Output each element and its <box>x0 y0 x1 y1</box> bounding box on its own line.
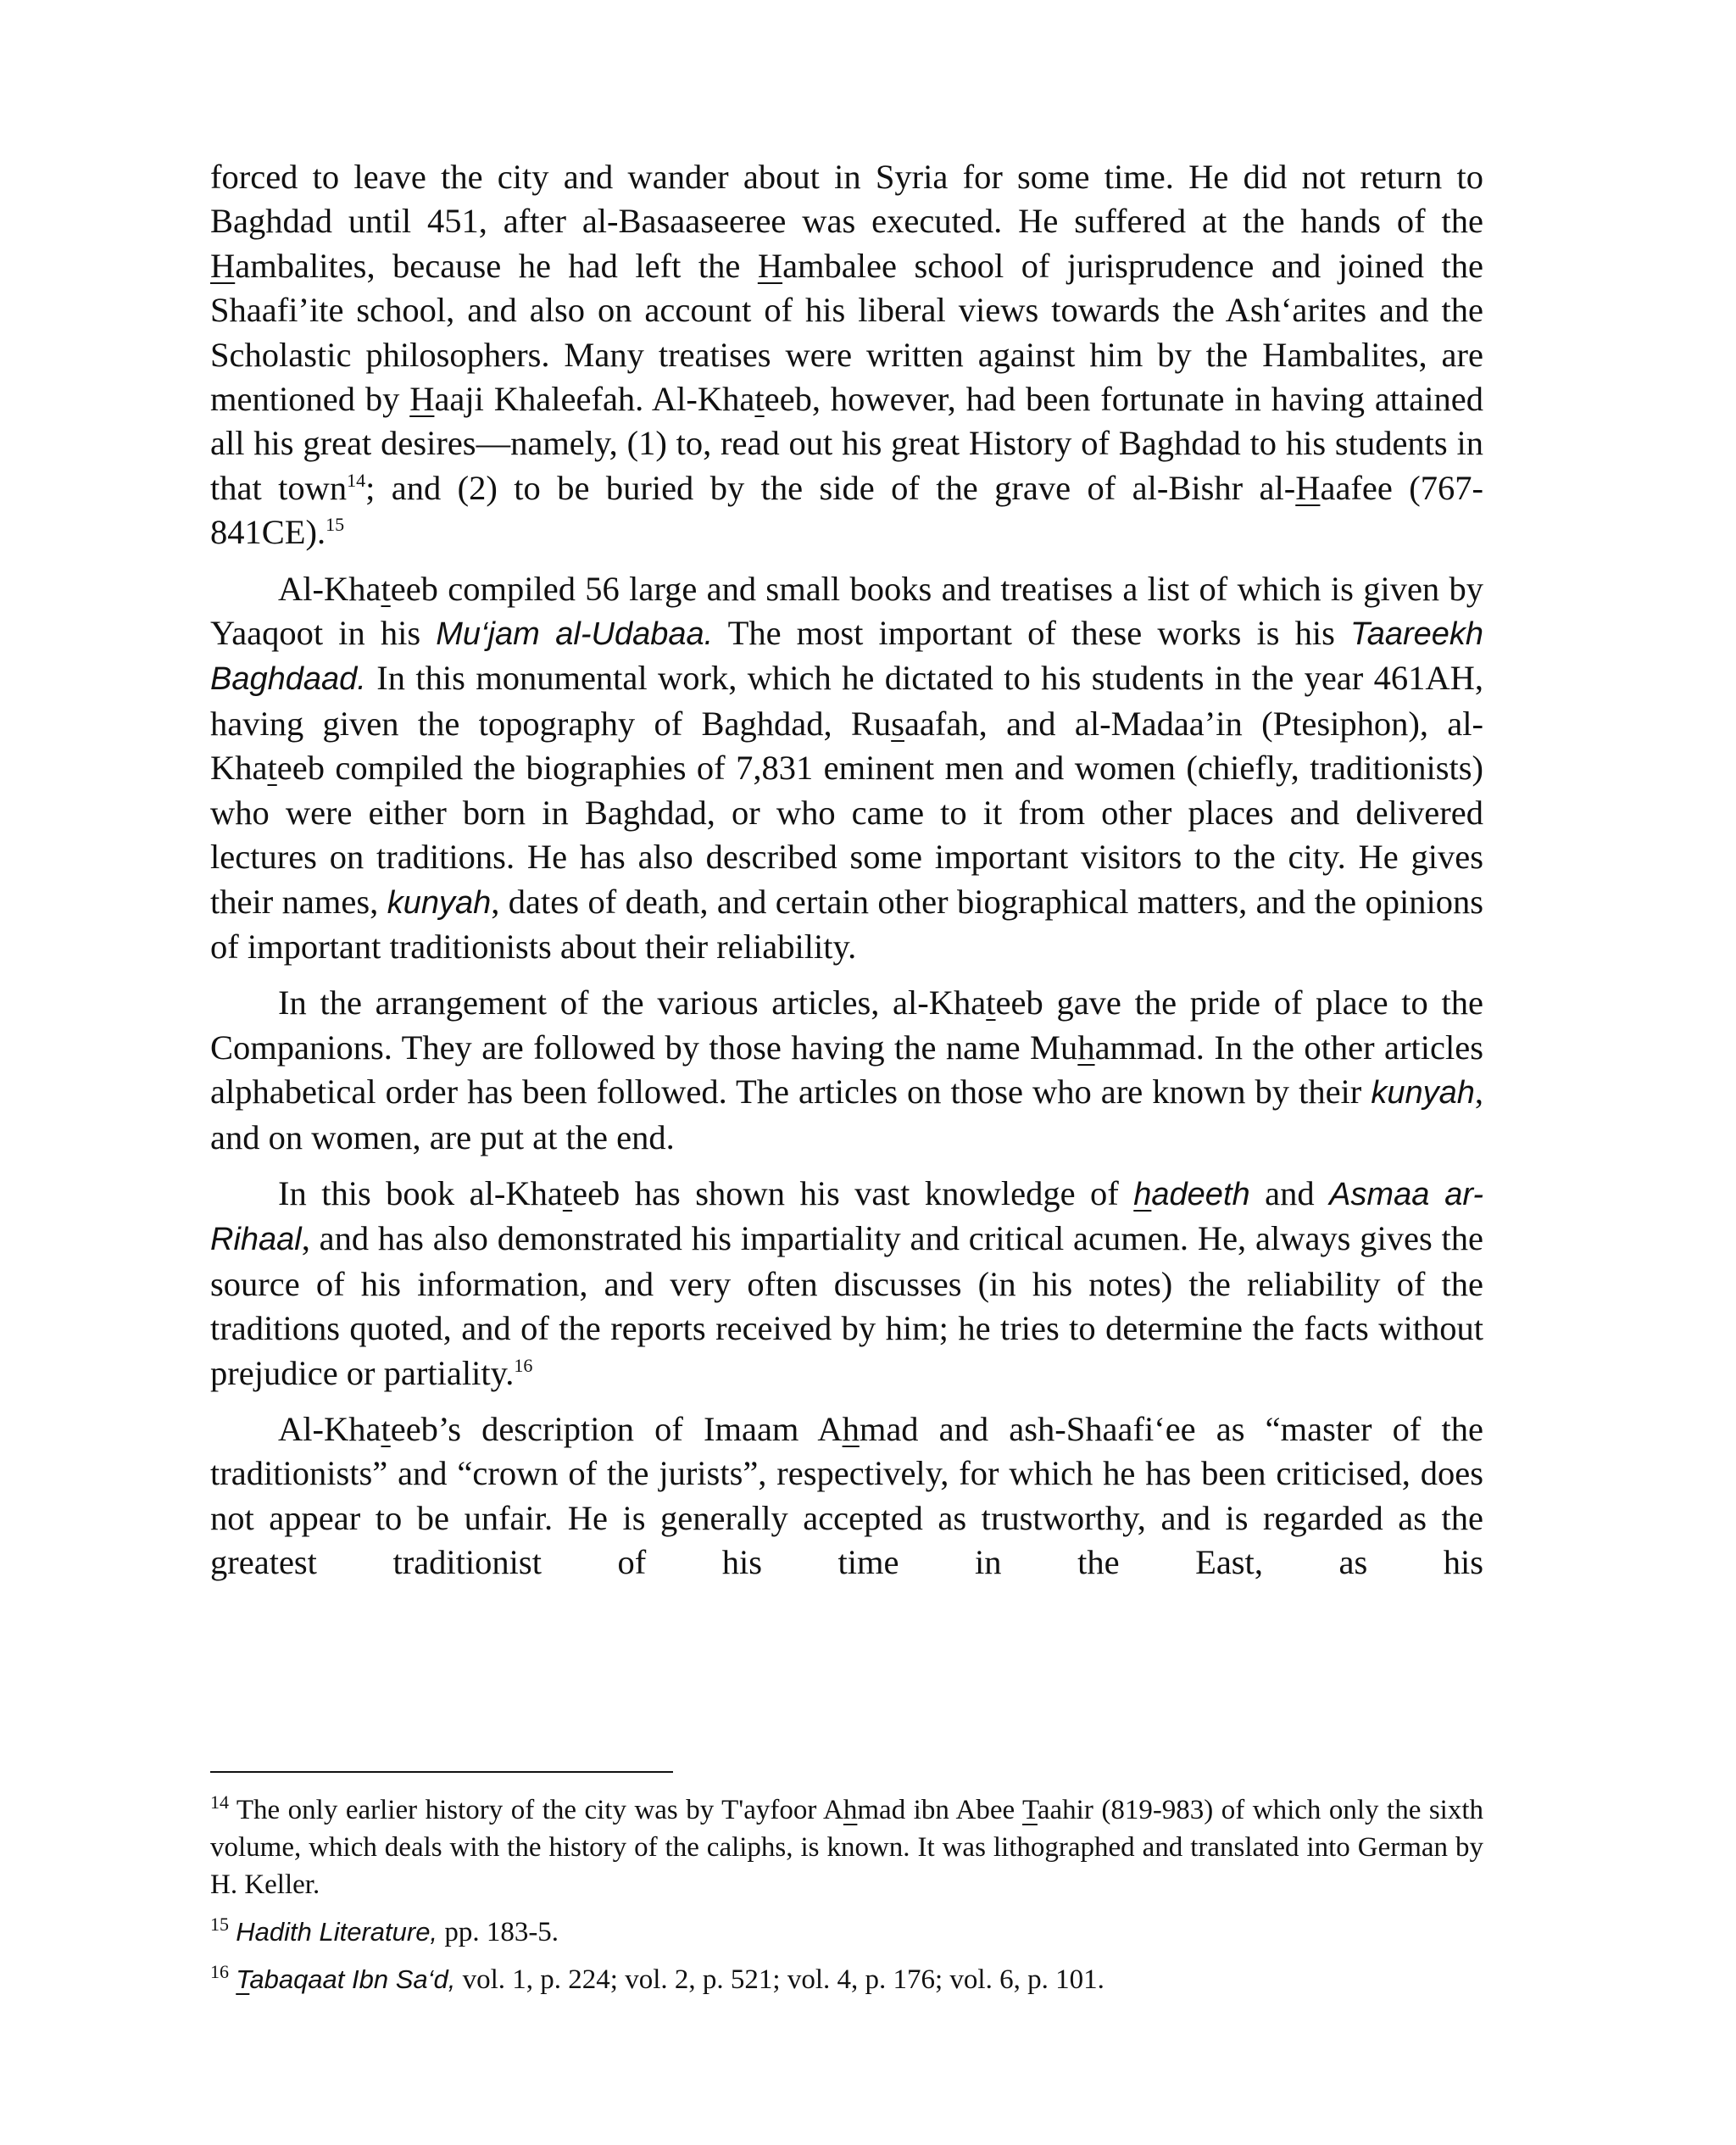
text-run: ambalites, because he had left the <box>235 246 758 285</box>
footnote-ref-14[interactable]: 14 <box>347 469 366 491</box>
underlined-letter: t <box>986 983 996 1022</box>
footnote-14 <box>210 1791 1483 1903</box>
underlined-letter: s <box>891 704 904 743</box>
underlined-letter: h <box>1077 1028 1095 1067</box>
underlined-letter: t <box>381 1409 391 1448</box>
text-run: , and has also demonstrated his impartiality and critical acumen. He, always gives the source of his information, and very often discusses (in his notes) the reliability of the traditions quoted, and of the reports received by him; he tries to determine the facts without prejudice or partiality. <box>210 1219 1483 1392</box>
text-run: and <box>1249 1173 1330 1212</box>
book-title: abaqaat Ibn Sa‘d, <box>249 1964 456 1994</box>
paragraph-5 <box>210 1407 1483 1585</box>
footnote-separator <box>210 1771 673 1773</box>
italic-term: adeeth <box>1151 1176 1250 1212</box>
underlined-letter: t <box>754 380 765 419</box>
text-run: In this book al-Kha <box>278 1173 563 1212</box>
text-run: forced to leave the city and wander about in Syria for some time. He did not return to Baghdad until 451, after al-Basaaseeree was executed. He suffered at the hands of the <box>210 158 1483 241</box>
underlined-letter: T <box>1022 1795 1038 1825</box>
paragraph-2 <box>210 567 1483 970</box>
footnote-16 <box>210 1961 1483 1998</box>
text-run: aaji Khaleefah. Al-Kha <box>434 380 755 419</box>
text-run: aahir (819-983) of which only the sixth volume, which deals with the history of the caliphs, is known. It was lithographed and translated into German by H. Keller. <box>210 1795 1484 1900</box>
text-run: mad and ash-Shaafi‘ee as “master of the traditionists” and “crown of the jurists”, respectively, for which he has been criticised, does not appear to be unfair. He is generally accepted as trustworthy, and is regarded as the greatest traditionist of his time in the East, as his <box>210 1409 1483 1582</box>
paragraph-3 <box>210 981 1483 1160</box>
text-run: pp. 183-5. <box>437 1917 559 1947</box>
text-run: eeb gave the pride of place to the Companions. They are followed by those having the name Mu <box>210 983 1483 1067</box>
text-run: In the arrangement of the various articles, al-Kha <box>278 983 987 1022</box>
book-title: Hadith Literature, <box>236 1917 438 1947</box>
text-run: eeb has shown his vast knowledge of <box>572 1173 1134 1212</box>
text-run: eeb’s description of Imaam A <box>390 1409 843 1448</box>
text-run: ; and (2) to be buried by the side of the grave of al-Bishr al- <box>365 468 1296 507</box>
text-run: The only earlier history of the city was by T'ayfoor A <box>229 1795 843 1825</box>
paragraph-4 <box>210 1172 1483 1396</box>
text-run: , and on women, are put at the end. <box>210 1072 1483 1156</box>
text-run: The most important of these works is his <box>713 614 1350 653</box>
italic-term: Asmaa ar-Rihaal <box>210 1176 1483 1258</box>
text-run: mad ibn Abee <box>857 1795 1023 1825</box>
text-run: eeb, however, had been fortunate in having attained all his great desires—namely, (1) to, read out his great History of Baghdad to his students in that town <box>210 380 1483 507</box>
text-run: ammad. In the other articles alphabetical order has been followed. The articles on those who are known by their <box>210 1028 1483 1112</box>
underlined-letter: h <box>1133 1176 1152 1212</box>
underlined-letter: t <box>381 569 391 608</box>
body-text <box>210 155 1483 1585</box>
footnote-number: 16 <box>210 1961 229 1982</box>
underlined-letter: H <box>210 246 236 285</box>
text-run: eeb compiled the biographies of 7,831 eminent men and women (chiefly, traditionists) who were either born in Baghdad, or who came to it from other places and delivered lectures on traditions. He has also described some important visitors to the city. He gives their names, <box>210 749 1483 921</box>
text-run: aafah, and al-Madaa’in (Ptesiphon), al-Kha <box>210 704 1483 788</box>
text-run: ambalee school of jurisprudence and joined the Shaafi’ite school, and also on account of his liberal views towards the Ash‘arites and the Scholastic philosophers. Many treatises were written against him by the Hambalites, are mentioned by <box>210 246 1483 419</box>
footnote-15 <box>210 1914 1483 1951</box>
italic-term: kunyah <box>387 884 492 921</box>
underlined-letter: H <box>757 246 783 285</box>
italic-term: kunyah <box>1371 1075 1475 1112</box>
underlined-letter: T <box>236 1964 250 1994</box>
underlined-letter: t <box>562 1173 573 1212</box>
underlined-letter: h <box>842 1409 860 1448</box>
text-run: Al-Kha <box>278 569 381 608</box>
book-title: Taareekh Baghdaad. <box>210 616 1484 698</box>
underlined-letter: H <box>1295 468 1321 507</box>
book-title: Mu‘jam al-Udabaa. <box>436 616 714 653</box>
text-run: Al-Kha <box>278 1409 381 1448</box>
text-run: In this monumental work, which he dictated to his students in the year 461AH, having given the topography of Baghdad, Ru <box>210 659 1483 743</box>
text-run: eeb compiled 56 large and small books and treatises a list of which is given by Yaaqoot in his <box>210 569 1483 653</box>
footnote-number: 14 <box>210 1791 229 1813</box>
text-run: aafee (767-841CE). <box>210 468 1483 552</box>
text-run: vol. 1, p. 224; vol. 2, p. 521; vol. 4, p. 176; vol. 6, p. 101. <box>455 1964 1104 1995</box>
underlined-letter: t <box>267 749 277 788</box>
paragraph-1 <box>210 155 1483 555</box>
footnote-ref-15[interactable]: 15 <box>326 514 345 536</box>
footnote-number: 15 <box>210 1914 229 1935</box>
underlined-letter: h <box>843 1795 858 1825</box>
footnotes <box>210 1791 1483 2008</box>
text-run: , dates of death, and certain other biographical matters, and the opinions of important traditionists about their reliability. <box>210 882 1483 966</box>
underlined-letter: H <box>409 380 435 419</box>
footnote-ref-16[interactable]: 16 <box>514 1354 533 1376</box>
